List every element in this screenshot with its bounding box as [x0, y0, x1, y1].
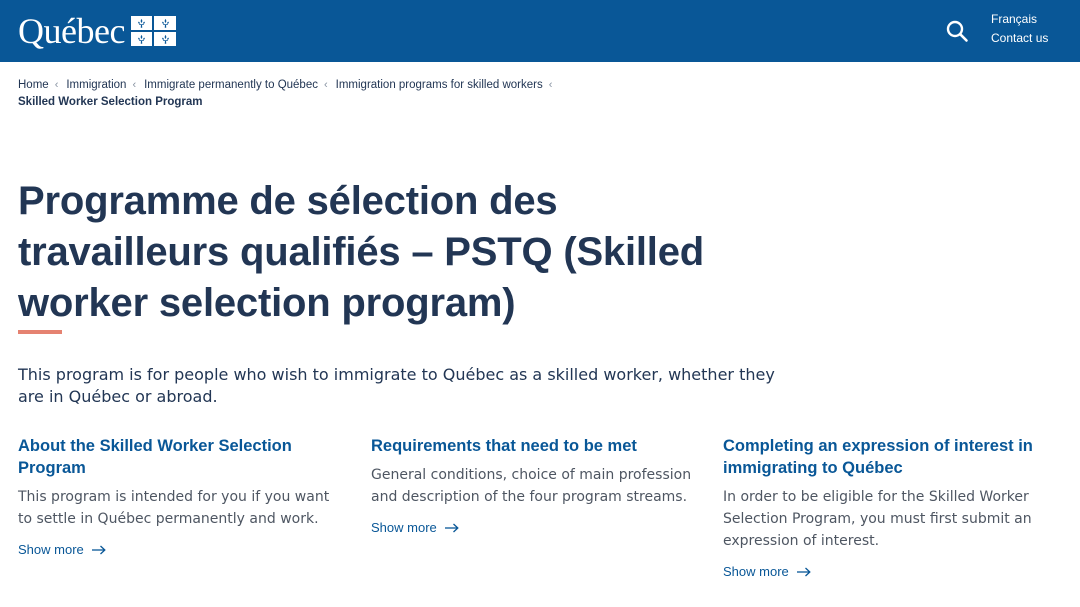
language-link-francais[interactable]: Français	[991, 12, 1038, 26]
breadcrumb	[18, 77, 1058, 110]
breadcrumb-home[interactable]: Home	[18, 79, 49, 91]
show-more-link[interactable]	[371, 520, 696, 536]
card-description: General conditions, choice of main profession and description of the four program streams.	[371, 467, 692, 505]
fleur-de-lis-icon	[154, 16, 176, 30]
fleur-de-lis-icon	[131, 32, 153, 46]
card-title	[723, 435, 1048, 479]
fleur-de-lis-icon	[154, 32, 176, 46]
card-title	[371, 435, 696, 457]
breadcrumb-immigration[interactable]: Immigration	[66, 79, 127, 91]
card-description: In order to be eligible for the Skilled Worker Selection Program, you must first submit an expression of interest.	[723, 489, 1032, 549]
card-requirements	[371, 435, 696, 536]
arrow-right-icon	[797, 567, 811, 577]
quebec-logo[interactable]	[18, 10, 176, 52]
card-title	[18, 435, 343, 479]
fleurdelise-flag-icon	[131, 16, 176, 46]
logo-wordmark: Québec	[18, 11, 125, 51]
lead-paragraph: This program is for people who wish to immigrate to Québec as a skilled worker, whether they are in Québec or abroad.	[18, 365, 775, 406]
site-header	[0, 0, 1080, 62]
card-title-link[interactable]: About the Skilled Worker Selection Program	[18, 437, 292, 477]
show-more-link[interactable]	[18, 542, 343, 558]
card-expression-of-interest	[723, 435, 1048, 580]
card-about-program	[18, 435, 343, 558]
card-description: This program is intended for you if you want to settle in Québec permanently and work.	[18, 489, 330, 527]
search-icon	[945, 19, 969, 43]
page-title: Programme de sélection des travailleurs qualifiés – PSTQ (Skilled worker selection program)	[18, 179, 704, 325]
breadcrumb-current: Skilled Worker Selection Program	[18, 96, 203, 108]
show-more-label: Show more	[371, 520, 437, 535]
show-more-label: Show more	[723, 564, 789, 579]
contact-us-link[interactable]: Contact us	[991, 31, 1049, 45]
card-title-link[interactable]: Completing an expression of interest in immigrating to Québec	[723, 437, 1033, 477]
chevron-left-icon: ‹	[548, 79, 553, 91]
breadcrumb-skilled-worker-programs[interactable]: Immigration programs for skilled workers	[335, 79, 543, 91]
fleur-de-lis-icon	[131, 16, 153, 30]
chevron-left-icon: ‹	[132, 79, 137, 91]
show-more-label: Show more	[18, 542, 84, 557]
show-more-link[interactable]	[723, 564, 1048, 580]
chevron-left-icon: ‹	[54, 79, 59, 91]
card-title-link[interactable]: Requirements that need to be met	[371, 437, 637, 455]
search-button[interactable]	[942, 16, 972, 46]
arrow-right-icon	[92, 545, 106, 555]
arrow-right-icon	[445, 523, 459, 533]
breadcrumb-immigrate-permanently[interactable]: Immigrate permanently to Québec	[144, 79, 318, 91]
chevron-left-icon: ‹	[323, 79, 328, 91]
title-accent-rule	[18, 330, 62, 334]
header-links	[991, 12, 1071, 45]
